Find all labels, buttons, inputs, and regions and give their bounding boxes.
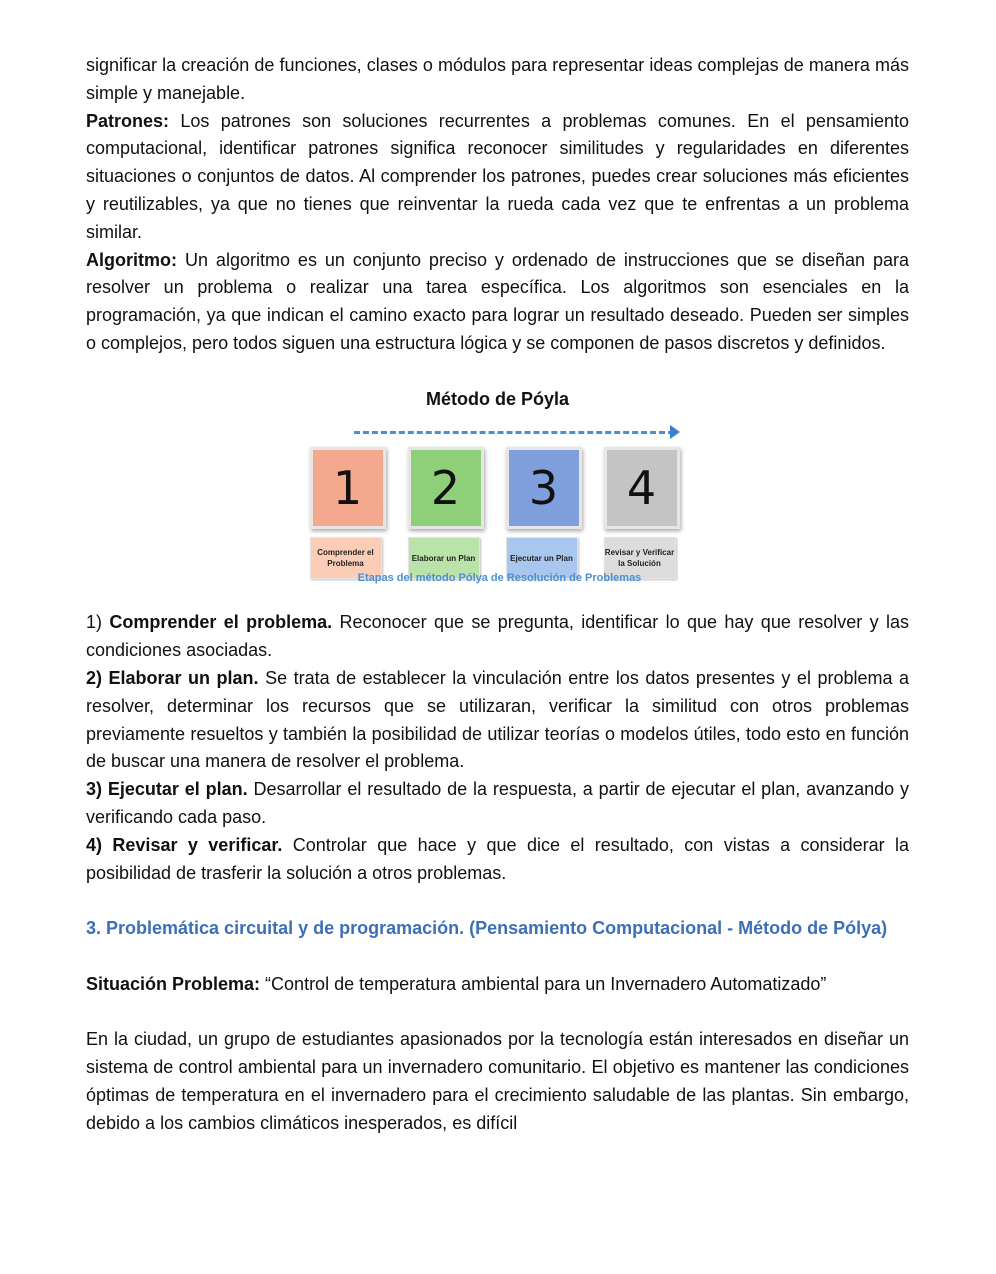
document-page [86, 52, 909, 1138]
step-2-text: Se trata de establecer la vinculación entre los datos presentes y el problema a resolver, determinar los recursos que se utilizaran, verificar la similitud con otros problemas previamente resueltos y también la posibilidad de utilizar teorías o modelos útiles, todo esto en función de buscar una manera de resolver el problema. [86, 667, 910, 772]
step-number-box: 2 [408, 447, 484, 529]
step-2-label: 2) Elaborar un plan. [86, 667, 259, 688]
diagram-step-4 [604, 447, 674, 579]
diagram-step-1 [310, 447, 380, 579]
intro-paragraph: significar la creación de funciones, clases o módulos para representar ideas complejas de manera más simple y manejable. [86, 55, 909, 103]
diagram-step-3 [506, 447, 576, 579]
step-3-text: Desarrollar el resultado de la respuesta, a partir de ejecutar el plan, avanzando y verificando cada paso. [86, 779, 910, 827]
patrones-text: Los patrones son soluciones recurrentes a problemas comunes. En el pensamiento computacional, identificar patrones significa reconocer similitudes y regularidades en diferentes situaciones o conjuntos de datos. Al comprender los patrones, puedes crear soluciones más eficientes y reutilizables, ya que no tienes que reinventar la rueda cada vez que te enfrentas a un problema similar. [86, 110, 909, 242]
patrones-label: Patrones: [86, 110, 170, 131]
step-1-paragraph [86, 609, 909, 665]
situacion-text: “Control de temperatura ambiental para un Invernadero Automatizado” [260, 973, 827, 994]
step-3-label: 3) Ejecutar el plan. [86, 779, 248, 800]
step-label-box: Revisar y Verificar la Solución [604, 537, 676, 579]
step-label-box: Elaborar un Plan [408, 537, 480, 579]
step-3-paragraph [86, 776, 909, 832]
section-heading: 3. Problemática circuital y de programación. (Pensamiento Computacional - Método de Pólya) [86, 918, 888, 939]
polya-diagram [310, 427, 690, 597]
step-2-paragraph [86, 665, 909, 776]
step-number-box: 3 [506, 447, 582, 529]
step-label-box: Ejecutar un Plan [506, 537, 578, 579]
situacion-paragraph [86, 971, 909, 999]
step-4-label: 4) Revisar y verificar. [86, 834, 283, 855]
step-4-text: Controlar que hace y que dice el resultado, con vistas a considerar la posibilidad de trasferir la solución a otros problemas. [86, 834, 910, 883]
step-number-box: 1 [310, 447, 386, 529]
step-number-box: 4 [604, 447, 680, 529]
diagram-caption: Etapas del método Pólya de Resolución de Problemas [357, 572, 642, 585]
patrones-paragraph [86, 108, 909, 247]
metodo-title: Método de Póyla [425, 388, 569, 409]
final-paragraph: En la ciudad, un grupo de estudiantes apasionados por la tecnología están interesados en diseñar un sistema de control ambiental para un invernadero comunitario. El objetivo es mantener las condiciones óptimas de temperatura en el invernadero para el crecimiento saludable de las plantas. Sin embargo, debido a los cambios climáticos inesperados, es difícil [86, 1029, 909, 1133]
algoritmo-label: Algoritmo: [86, 249, 177, 270]
progress-arrow-line [354, 431, 674, 434]
situacion-label: Situación Problema: [86, 973, 261, 994]
step-4-paragraph [86, 832, 909, 888]
algoritmo-text: Un algoritmo es un conjunto preciso y ordenado de instrucciones que se diseñan para resolver un problema o realizar una tarea específica. Los algoritmos son esenciales en la programación, ya que indican el camino exacto para lograr un resultado deseado. Pueden ser simples o complejos, pero todos siguen una estructura lógica y se componen de pasos discretos y definidos. [86, 249, 909, 353]
step-label-box: Comprender el Problema [310, 537, 382, 579]
algoritmo-paragraph [86, 247, 909, 358]
step-1-prefix: 1) [86, 612, 110, 633]
step-1-label: Comprender el problema. [109, 612, 333, 633]
arrow-head-icon [670, 425, 680, 439]
diagram-step-2 [408, 447, 478, 579]
step-1-text: Reconocer que se pregunta, identificar lo que hay que resolver y las condiciones asociadas. [86, 612, 909, 661]
